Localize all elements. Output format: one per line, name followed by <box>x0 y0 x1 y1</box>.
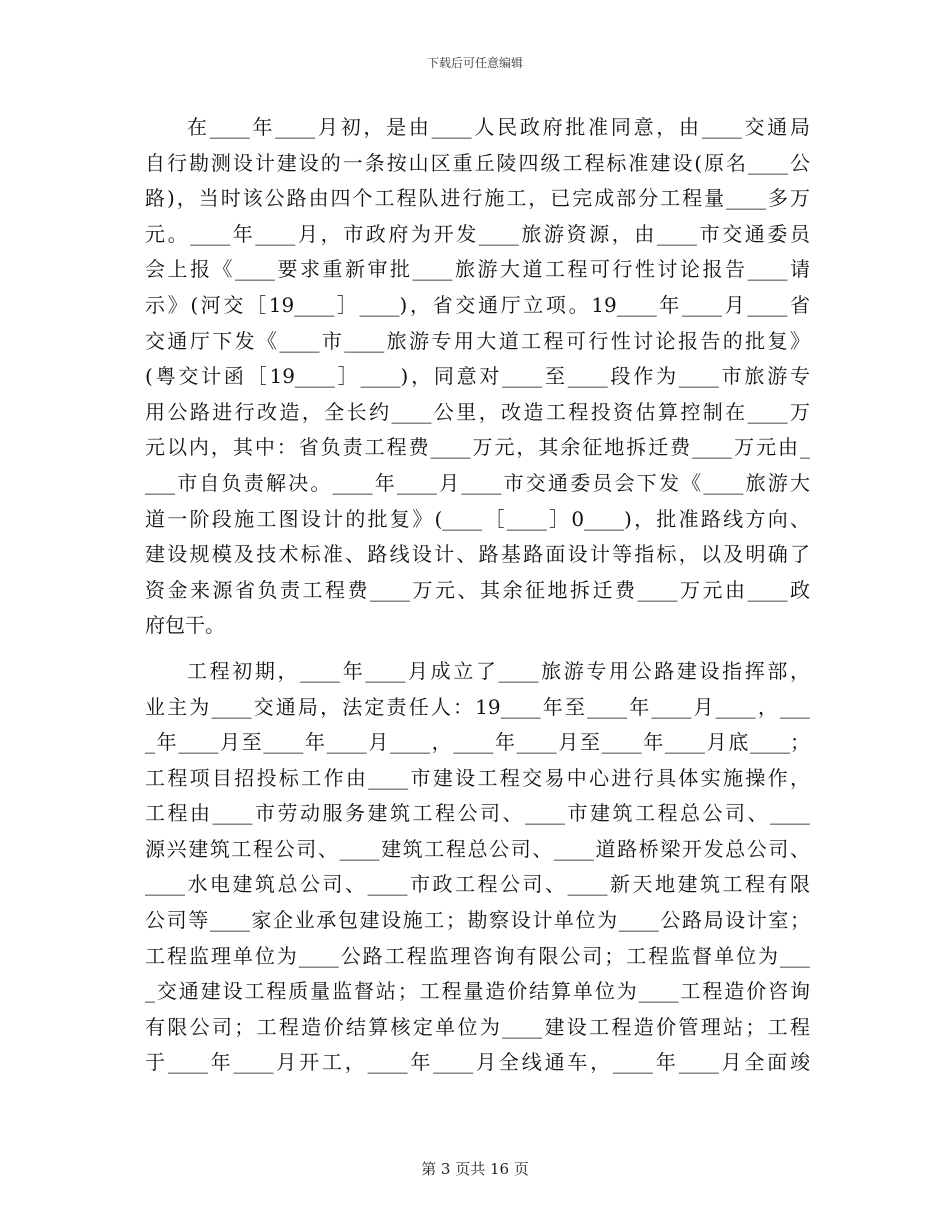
text-line: 示》(河交［19____］____)，省交通厅立项。19____年____月____省 <box>145 292 810 317</box>
text-line: 工程初期，____年____月成立了____旅游专用公路建设指挥部， <box>187 658 810 683</box>
text-line: 工程项目招投标工作由____市建设工程交易中心进行具体实施操作， <box>145 765 810 790</box>
text-line: 工程监理单位为____公路工程监理咨询有限公司；工程监督单位为___ <box>145 943 810 968</box>
text-line: 公司等____家企业承包建设施工；勘察设计单位为____公路局设计室； <box>145 908 810 933</box>
text-line: 在____年____月初，是由____人民政府批准同意，由____交通局 <box>187 115 810 139</box>
text-line: ____水电建筑总公司、____市政工程公司、____新天地建筑工程有限 <box>145 872 810 897</box>
text-line: 自行勘测设计建设的一条按山区重丘陵四级工程标准建设(原名____公 <box>145 150 810 175</box>
text-line: 交通厅下发《____市____旅游专用大道工程可行性讨论报告的批复》 <box>145 328 810 353</box>
text-line: 建设规模及技术标准、路线设计、路基路面设计等指标，以及明确了 <box>145 542 810 567</box>
paragraph-1 <box>145 110 810 644</box>
text-line: 有限公司；工程造价结算核定单位为____建设工程造价管理站；工程 <box>145 1014 810 1039</box>
text-line: 会上报《____要求重新审批____旅游大道工程可行性讨论报告____请 <box>145 257 810 282</box>
text-line: 工程由____市劳动服务建筑工程公司、____市建筑工程总公司、____ <box>145 801 810 826</box>
text-line: 资金来源省负责工程费____万元、其余征地拆迁费____万元由____政 <box>145 577 810 602</box>
text-line: ___市自负责解决。____年____月____市交通委员会下发《____旅游大 <box>145 470 810 495</box>
text-line: _交通建设工程质量监督站；工程量造价结算单位为____工程造价咨询 <box>145 979 810 1004</box>
text-line: 于____年____月开工，____年____月全线通车，____年____月全面竣 <box>145 1050 810 1075</box>
text-line: 元以内，其中：省负责工程费____万元，其余征地拆迁费____万元由_ <box>145 435 810 460</box>
text-line: 道一阶段施工图设计的批复》(____［____］0____)，批准路线方向、 <box>145 506 810 531</box>
text-line: 元。____年____月，市政府为开发____旅游资源，由____市交通委员 <box>145 221 810 246</box>
page-header: 下载后可任意编辑 <box>426 56 523 70</box>
text-line: (粤交计函［19____］____)，同意对____至____段作为____市旅游专 <box>145 364 810 389</box>
text-line: _年____月至____年____月____，____年____月至____年____月底____； <box>145 730 810 755</box>
text-line: 路)，当时该公路由四个工程队进行施工，已完成部分工程量____多万 <box>145 186 810 211</box>
text-line: 用公路进行改造，全长约____公里，改造工程投资估算控制在____万 <box>145 399 810 424</box>
paragraph-2 <box>145 654 810 1081</box>
page-footer: 第 3 页共 16 页 <box>421 1160 529 1178</box>
text-line: 府包干。 <box>145 613 225 638</box>
document-body <box>145 110 810 1081</box>
text-line: 源兴建筑工程公司、____建筑工程总公司、____道路桥梁开发总公司、 <box>145 836 810 861</box>
text-line: 业主为____交通局，法定责任人：19____年至____年____月____，___ <box>145 694 810 719</box>
